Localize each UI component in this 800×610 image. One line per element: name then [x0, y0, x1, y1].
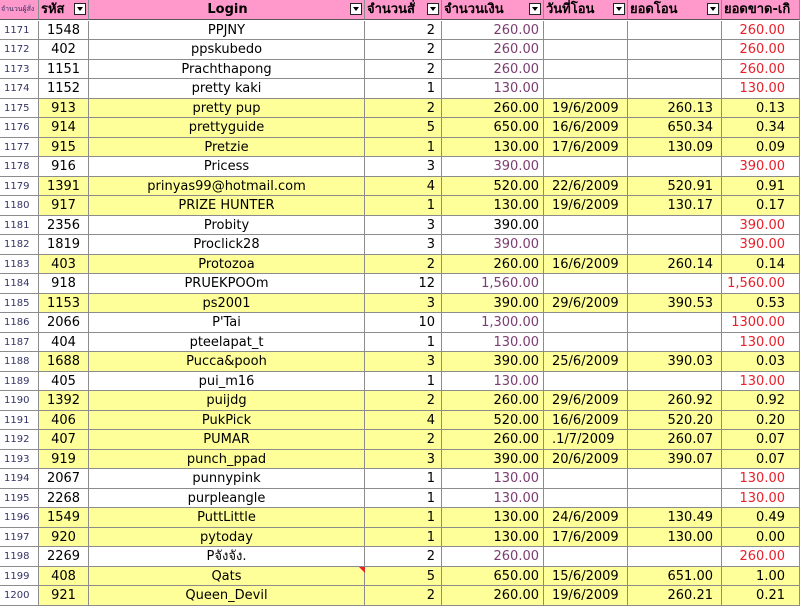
code-cell[interactable]: 404: [39, 333, 89, 353]
login-cell[interactable]: ps2001: [89, 294, 365, 314]
code-cell[interactable]: 406: [39, 411, 89, 431]
header-paid-label: ยอดโอน: [630, 2, 678, 17]
table-row: [0, 274, 800, 294]
diff-cell[interactable]: 0.07: [722, 450, 800, 470]
login-cell[interactable]: PukPick: [89, 411, 365, 431]
table-row: [0, 196, 800, 216]
row-number-cell[interactable]: 1196: [0, 508, 39, 528]
count-cell[interactable]: 3: [365, 352, 442, 372]
count-cell[interactable]: 1: [365, 372, 442, 392]
date-cell[interactable]: [544, 333, 628, 353]
date-cell[interactable]: 17/6/2009: [544, 528, 628, 548]
row-number-cell[interactable]: 1197: [0, 528, 39, 548]
amount-cell[interactable]: 260.00: [442, 547, 544, 567]
paid-cell[interactable]: 520.91: [628, 177, 722, 197]
table-row: [0, 177, 800, 197]
filter-dropdown-icon[interactable]: [613, 3, 625, 15]
login-cell[interactable]: punch_ppad: [89, 450, 365, 470]
code-cell[interactable]: 1392: [39, 391, 89, 411]
login-cell[interactable]: PRUEKPOOm: [89, 274, 365, 294]
code-cell[interactable]: 2356: [39, 216, 89, 236]
paid-cell[interactable]: [628, 235, 722, 255]
row-number-cell[interactable]: 1177: [0, 138, 39, 158]
diff-cell[interactable]: 0.21: [722, 586, 800, 606]
table-row: [0, 528, 800, 548]
amount-cell[interactable]: 390.00: [442, 157, 544, 177]
date-cell[interactable]: 22/6/2009: [544, 177, 628, 197]
paid-cell[interactable]: [628, 274, 722, 294]
amount-cell[interactable]: 130.00: [442, 372, 544, 392]
count-cell[interactable]: 3: [365, 235, 442, 255]
table-row: [0, 547, 800, 567]
count-cell[interactable]: 1: [365, 508, 442, 528]
code-cell[interactable]: 1152: [39, 79, 89, 99]
paid-cell[interactable]: [628, 313, 722, 333]
count-cell[interactable]: 3: [365, 294, 442, 314]
table-row: [0, 294, 800, 314]
count-cell[interactable]: 1: [365, 489, 442, 509]
login-cell[interactable]: PPJNY: [89, 21, 365, 41]
row-number-cell[interactable]: 1178: [0, 157, 39, 177]
amount-cell[interactable]: 130.00: [442, 469, 544, 489]
row-number-cell[interactable]: 1173: [0, 60, 39, 80]
code-cell[interactable]: 1819: [39, 235, 89, 255]
count-cell[interactable]: 1: [365, 79, 442, 99]
diff-cell[interactable]: 130.00: [722, 333, 800, 353]
paid-cell[interactable]: 390.07: [628, 450, 722, 470]
count-cell[interactable]: 2: [365, 21, 442, 41]
count-cell[interactable]: 2: [365, 547, 442, 567]
amount-cell[interactable]: 130.00: [442, 489, 544, 509]
count-cell[interactable]: 4: [365, 177, 442, 197]
login-cell[interactable]: PUMAR: [89, 430, 365, 450]
code-cell[interactable]: 920: [39, 528, 89, 548]
login-cell[interactable]: PuttLittle: [89, 508, 365, 528]
amount-cell[interactable]: 260.00: [442, 99, 544, 119]
amount-cell[interactable]: 260.00: [442, 21, 544, 41]
table-row: [0, 118, 800, 138]
login-cell[interactable]: Probity: [89, 216, 365, 236]
date-cell[interactable]: 19/6/2009: [544, 196, 628, 216]
amount-cell[interactable]: 260.00: [442, 430, 544, 450]
row-number-cell[interactable]: 1198: [0, 547, 39, 567]
paid-cell[interactable]: 520.20: [628, 411, 722, 431]
login-cell[interactable]: Queen_Devil: [89, 586, 365, 606]
amount-cell[interactable]: 390.00: [442, 450, 544, 470]
header-date-label: วันที่โอน: [546, 2, 595, 17]
diff-cell[interactable]: 130.00: [722, 79, 800, 99]
date-cell[interactable]: [544, 40, 628, 60]
code-cell[interactable]: 914: [39, 118, 89, 138]
header-amount: [442, 0, 544, 20]
amount-cell[interactable]: 520.00: [442, 411, 544, 431]
code-cell[interactable]: 1688: [39, 352, 89, 372]
code-cell[interactable]: 918: [39, 274, 89, 294]
table-row: [0, 352, 800, 372]
table-row: [0, 21, 800, 41]
diff-cell[interactable]: 0.17: [722, 196, 800, 216]
amount-cell[interactable]: 130.00: [442, 138, 544, 158]
diff-cell[interactable]: 0.92: [722, 391, 800, 411]
date-cell[interactable]: [544, 21, 628, 41]
diff-cell[interactable]: 390.00: [722, 157, 800, 177]
paid-cell[interactable]: [628, 79, 722, 99]
code-cell[interactable]: 2067: [39, 469, 89, 489]
row-number-cell[interactable]: 1187: [0, 333, 39, 353]
login-cell[interactable]: ppskubedo: [89, 40, 365, 60]
diff-cell[interactable]: 0.14: [722, 255, 800, 275]
date-cell[interactable]: 17/6/2009: [544, 138, 628, 158]
table-row: [0, 313, 800, 333]
login-cell[interactable]: pteelapat_t: [89, 333, 365, 353]
date-cell[interactable]: 16/6/2009: [544, 118, 628, 138]
amount-cell[interactable]: 130.00: [442, 333, 544, 353]
table-row: [0, 79, 800, 99]
count-cell[interactable]: 1: [365, 138, 442, 158]
count-cell[interactable]: 1: [365, 196, 442, 216]
row-number-cell[interactable]: 1179: [0, 177, 39, 197]
count-cell[interactable]: 2: [365, 99, 442, 119]
count-cell[interactable]: 2: [365, 40, 442, 60]
code-cell[interactable]: 917: [39, 196, 89, 216]
amount-cell[interactable]: 390.00: [442, 294, 544, 314]
code-cell[interactable]: 916: [39, 157, 89, 177]
login-cell[interactable]: pretty pup: [89, 99, 365, 119]
table-row: [0, 40, 800, 60]
code-cell[interactable]: 1151: [39, 60, 89, 80]
login-cell[interactable]: puijdg: [89, 391, 365, 411]
date-cell[interactable]: [544, 469, 628, 489]
paid-cell[interactable]: [628, 40, 722, 60]
code-cell[interactable]: 919: [39, 450, 89, 470]
date-cell[interactable]: [544, 235, 628, 255]
count-cell[interactable]: 2: [365, 430, 442, 450]
code-cell[interactable]: 405: [39, 372, 89, 392]
diff-cell[interactable]: 390.00: [722, 216, 800, 236]
paid-cell[interactable]: 130.49: [628, 508, 722, 528]
code-cell[interactable]: 408: [39, 567, 89, 587]
code-cell[interactable]: 1153: [39, 294, 89, 314]
table-row: [0, 372, 800, 392]
date-cell[interactable]: [544, 274, 628, 294]
amount-cell[interactable]: 1,300.00: [442, 313, 544, 333]
count-cell[interactable]: 1: [365, 333, 442, 353]
diff-cell[interactable]: 1.00: [722, 567, 800, 587]
filter-dropdown-icon[interactable]: [350, 3, 362, 15]
header-rownum: จำนวนผู้สั่ง: [0, 0, 39, 20]
date-cell[interactable]: [544, 313, 628, 333]
login-cell[interactable]: Pจังจัง.: [89, 547, 365, 567]
count-cell[interactable]: 3: [365, 450, 442, 470]
row-number-cell[interactable]: 1199: [0, 567, 39, 587]
amount-cell[interactable]: 130.00: [442, 196, 544, 216]
row-number-cell[interactable]: 1180: [0, 196, 39, 216]
header-count: [365, 0, 442, 20]
paid-cell[interactable]: [628, 372, 722, 392]
header-date: [544, 0, 628, 20]
login-cell[interactable]: punnypink: [89, 469, 365, 489]
paid-cell[interactable]: 260.07: [628, 430, 722, 450]
diff-cell[interactable]: 0.13: [722, 99, 800, 119]
code-cell[interactable]: 407: [39, 430, 89, 450]
paid-cell[interactable]: 130.00: [628, 528, 722, 548]
amount-cell[interactable]: 130.00: [442, 528, 544, 548]
diff-cell[interactable]: 0.20: [722, 411, 800, 431]
count-cell[interactable]: 10: [365, 313, 442, 333]
row-number-cell[interactable]: 1193: [0, 450, 39, 470]
code-cell[interactable]: 913: [39, 99, 89, 119]
code-cell[interactable]: 2269: [39, 547, 89, 567]
header-code: [39, 0, 89, 20]
table-row: [0, 138, 800, 158]
login-cell[interactable]: Pricess: [89, 157, 365, 177]
date-cell[interactable]: 29/6/2009: [544, 294, 628, 314]
row-number-cell[interactable]: 1188: [0, 352, 39, 372]
diff-cell[interactable]: 1300.00: [722, 313, 800, 333]
table-row: [0, 450, 800, 470]
row-number-cell[interactable]: 1189: [0, 372, 39, 392]
date-cell[interactable]: 25/6/2009: [544, 352, 628, 372]
row-number-cell[interactable]: 1185: [0, 294, 39, 314]
table-row: [0, 430, 800, 450]
date-cell[interactable]: 19/6/2009: [544, 586, 628, 606]
code-cell[interactable]: 2066: [39, 313, 89, 333]
amount-cell[interactable]: 260.00: [442, 391, 544, 411]
paid-cell[interactable]: 650.34: [628, 118, 722, 138]
row-number-cell[interactable]: 1190: [0, 391, 39, 411]
paid-cell[interactable]: [628, 547, 722, 567]
login-cell[interactable]: Pucca&pooh: [89, 352, 365, 372]
header-code-label: รหัส: [41, 2, 65, 17]
paid-cell[interactable]: 260.14: [628, 255, 722, 275]
count-cell[interactable]: 5: [365, 118, 442, 138]
date-cell[interactable]: .1/7/2009: [544, 430, 628, 450]
filter-dropdown-icon[interactable]: [427, 3, 439, 15]
paid-cell[interactable]: 390.53: [628, 294, 722, 314]
diff-cell[interactable]: 260.00: [722, 547, 800, 567]
code-cell[interactable]: 1549: [39, 508, 89, 528]
diff-cell[interactable]: 0.00: [722, 528, 800, 548]
amount-cell[interactable]: 650.00: [442, 118, 544, 138]
paid-cell[interactable]: [628, 469, 722, 489]
diff-cell[interactable]: 260.00: [722, 40, 800, 60]
date-cell[interactable]: 20/6/2009: [544, 450, 628, 470]
paid-cell[interactable]: 260.92: [628, 391, 722, 411]
diff-cell[interactable]: 0.91: [722, 177, 800, 197]
filter-dropdown-icon[interactable]: [707, 3, 719, 15]
table-row: [0, 157, 800, 177]
paid-cell[interactable]: [628, 60, 722, 80]
login-cell[interactable]: Prachthapong: [89, 60, 365, 80]
amount-cell[interactable]: 260.00: [442, 40, 544, 60]
table-row: [0, 333, 800, 353]
diff-cell[interactable]: 130.00: [722, 489, 800, 509]
diff-cell[interactable]: 0.49: [722, 508, 800, 528]
diff-cell[interactable]: 0.07: [722, 430, 800, 450]
code-cell[interactable]: 403: [39, 255, 89, 275]
header-count-label: จำนวนสั่: [367, 2, 415, 17]
login-cell[interactable]: P'Tai: [89, 313, 365, 333]
count-cell[interactable]: 2: [365, 60, 442, 80]
row-number-cell[interactable]: 1195: [0, 489, 39, 509]
paid-cell[interactable]: 390.03: [628, 352, 722, 372]
paid-cell[interactable]: [628, 157, 722, 177]
date-cell[interactable]: 29/6/2009: [544, 391, 628, 411]
date-cell[interactable]: [544, 489, 628, 509]
paid-cell[interactable]: 651.00: [628, 567, 722, 587]
code-cell[interactable]: 402: [39, 40, 89, 60]
count-cell[interactable]: 2: [365, 586, 442, 606]
diff-cell[interactable]: 130.00: [722, 469, 800, 489]
paid-cell[interactable]: 260.13: [628, 99, 722, 119]
date-cell[interactable]: [544, 157, 628, 177]
amount-cell[interactable]: 260.00: [442, 255, 544, 275]
diff-cell[interactable]: 130.00: [722, 372, 800, 392]
row-number-cell[interactable]: 1174: [0, 79, 39, 99]
amount-cell[interactable]: 130.00: [442, 79, 544, 99]
header-diff: [722, 0, 800, 20]
login-cell[interactable]: Protozoa: [89, 255, 365, 275]
date-cell[interactable]: 16/6/2009: [544, 411, 628, 431]
paid-cell[interactable]: [628, 21, 722, 41]
header-login-label: Login: [207, 2, 248, 17]
date-cell[interactable]: [544, 547, 628, 567]
diff-cell[interactable]: 0.03: [722, 352, 800, 372]
date-cell[interactable]: [544, 372, 628, 392]
table-row: [0, 235, 800, 255]
row-number-cell[interactable]: 1186: [0, 313, 39, 333]
login-cell[interactable]: PRIZE HUNTER: [89, 196, 365, 216]
amount-cell[interactable]: 390.00: [442, 216, 544, 236]
date-cell[interactable]: [544, 79, 628, 99]
header-amount-label: จำนวนเงิน: [444, 2, 504, 17]
table-row: [0, 99, 800, 119]
code-cell[interactable]: 2268: [39, 489, 89, 509]
filter-dropdown-icon[interactable]: [529, 3, 541, 15]
paid-cell[interactable]: 130.17: [628, 196, 722, 216]
paid-cell[interactable]: [628, 333, 722, 353]
row-number-cell[interactable]: 1192: [0, 430, 39, 450]
paid-cell[interactable]: [628, 216, 722, 236]
header-diff-label: ยอดขาด-เกิ: [724, 2, 791, 17]
row-number-cell[interactable]: 1183: [0, 255, 39, 275]
date-cell[interactable]: 24/6/2009: [544, 508, 628, 528]
count-cell[interactable]: 1: [365, 528, 442, 548]
count-cell[interactable]: 1: [365, 469, 442, 489]
amount-cell[interactable]: 390.00: [442, 235, 544, 255]
filter-dropdown-icon[interactable]: [74, 3, 86, 15]
date-cell[interactable]: 19/6/2009: [544, 99, 628, 119]
login-cell[interactable]: prinyas99@hotmail.com: [89, 177, 365, 197]
row-number-cell[interactable]: 1172: [0, 40, 39, 60]
row-number-cell[interactable]: 1171: [0, 21, 39, 41]
row-number-cell[interactable]: 1181: [0, 216, 39, 236]
diff-cell[interactable]: 260.00: [722, 60, 800, 80]
table-row: [0, 469, 800, 489]
count-cell[interactable]: 4: [365, 411, 442, 431]
date-cell[interactable]: [544, 216, 628, 236]
count-cell[interactable]: 12: [365, 274, 442, 294]
row-number-cell[interactable]: 1184: [0, 274, 39, 294]
amount-cell[interactable]: 1,560.00: [442, 274, 544, 294]
table-row: [0, 216, 800, 236]
login-cell[interactable]: prettyguide: [89, 118, 365, 138]
code-cell[interactable]: 1391: [39, 177, 89, 197]
paid-cell[interactable]: [628, 489, 722, 509]
table-row: [0, 411, 800, 431]
table-row: [0, 391, 800, 411]
row-number-cell[interactable]: 1191: [0, 411, 39, 431]
login-cell[interactable]: Proclick28: [89, 235, 365, 255]
row-number-cell[interactable]: 1194: [0, 469, 39, 489]
table-row: [0, 508, 800, 528]
header-paid: [628, 0, 722, 20]
diff-cell[interactable]: 0.53: [722, 294, 800, 314]
amount-cell[interactable]: 520.00: [442, 177, 544, 197]
table-row: [0, 489, 800, 509]
diff-cell[interactable]: 1,560.00: [722, 274, 800, 294]
row-number-cell[interactable]: 1176: [0, 118, 39, 138]
login-cell[interactable]: purpleangle: [89, 489, 365, 509]
count-cell[interactable]: 3: [365, 157, 442, 177]
login-cell[interactable]: pretty kaki: [89, 79, 365, 99]
table-row: [0, 255, 800, 275]
count-cell[interactable]: 3: [365, 216, 442, 236]
date-cell[interactable]: 15/6/2009: [544, 567, 628, 587]
header-row: [0, 0, 800, 20]
amount-cell[interactable]: 130.00: [442, 508, 544, 528]
login-cell[interactable]: pui_m16: [89, 372, 365, 392]
amount-cell[interactable]: 260.00: [442, 586, 544, 606]
diff-cell[interactable]: 0.09: [722, 138, 800, 158]
date-cell[interactable]: [544, 60, 628, 80]
row-number-cell[interactable]: 1200: [0, 586, 39, 606]
paid-cell[interactable]: 130.09: [628, 138, 722, 158]
code-cell[interactable]: 1548: [39, 21, 89, 41]
login-cell[interactable]: Pretzie: [89, 138, 365, 158]
diff-cell[interactable]: 390.00: [722, 235, 800, 255]
amount-cell[interactable]: 650.00: [442, 567, 544, 587]
count-cell[interactable]: 2: [365, 391, 442, 411]
count-cell[interactable]: 5: [365, 567, 442, 587]
code-cell[interactable]: 915: [39, 138, 89, 158]
table-row: [0, 567, 800, 587]
row-number-cell[interactable]: 1182: [0, 235, 39, 255]
code-cell[interactable]: 921: [39, 586, 89, 606]
date-cell[interactable]: 16/6/2009: [544, 255, 628, 275]
paid-cell[interactable]: 260.21: [628, 586, 722, 606]
login-cell[interactable]: Qats: [89, 567, 365, 587]
header-login: [89, 0, 365, 20]
amount-cell[interactable]: 260.00: [442, 60, 544, 80]
table-row: [0, 586, 800, 606]
count-cell[interactable]: 2: [365, 255, 442, 275]
row-number-cell[interactable]: 1175: [0, 99, 39, 119]
login-cell[interactable]: pytoday: [89, 528, 365, 548]
amount-cell[interactable]: 390.00: [442, 352, 544, 372]
table-row: [0, 60, 800, 80]
diff-cell[interactable]: 260.00: [722, 21, 800, 41]
diff-cell[interactable]: 0.34: [722, 118, 800, 138]
